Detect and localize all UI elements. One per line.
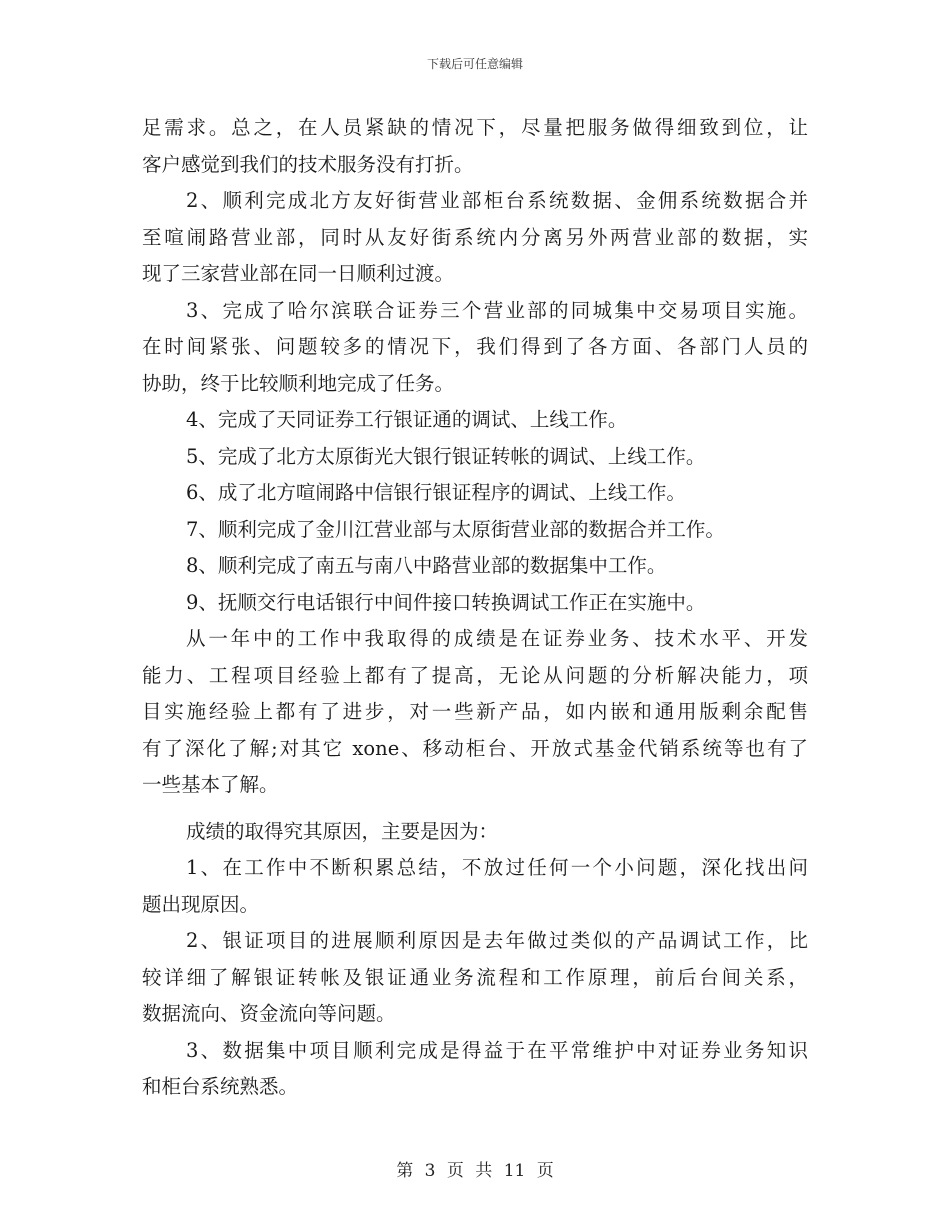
text-line: 协助，终于比较顺利地完成了任务。 bbox=[142, 371, 455, 395]
text-line: 1、在工作中不断积累总结，不放过任何一个小问题，深化找出问 bbox=[186, 856, 808, 879]
text-line: 目实施经验上都有了进步，对一些新产品，如内嵌和通用版剩余配售 bbox=[142, 700, 808, 723]
text-line: 有了深化了解;对其它 xone、移动柜台、开放式基金代销系统等也有了 bbox=[142, 736, 808, 760]
text-line: 2、银证项目的进展顺利原因是去年做过类似的产品调试工作，比 bbox=[186, 929, 808, 952]
text-line: 3、完成了哈尔滨联合证券三个营业部的同城集中交易项目实施。 bbox=[186, 298, 808, 322]
text-line: 题出现原因。 bbox=[142, 892, 260, 916]
text-line: 5、完成了北方太原街光大银行银证转帐的调试、上线工作。 bbox=[186, 444, 706, 468]
text-line: 在时间紧张、问题较多的情况下，我们得到了各方面、各部门人员的 bbox=[142, 335, 808, 358]
text-line: 2、顺利完成北方友好街营业部柜台系统数据、金佣系统数据合并 bbox=[186, 189, 808, 212]
text-line: 7、顺利完成了金川江营业部与太原街营业部的数据合并工作。 bbox=[186, 517, 725, 541]
text-line: 4、完成了天同证券工行银证通的调试、上线工作。 bbox=[186, 408, 628, 431]
text-line: 从一年中的工作中我取得的成绩是在证券业务、技术水平、开发 bbox=[186, 627, 808, 650]
text-line: 一些基本了解。 bbox=[142, 773, 279, 796]
text-line: 3、数据集中项目顺利完成是得益于在平常维护中对证券业务知识 bbox=[186, 1038, 808, 1062]
text-line: 能力、工程项目经验上都有了提高，无论从问题的分析解决能力，项 bbox=[142, 663, 808, 687]
page-header: 下载后可任意编辑 bbox=[426, 57, 523, 71]
text-line: 足需求。总之，在人员紧缺的情况下，尽量把服务做得细致到位，让 bbox=[142, 116, 808, 139]
text-line: 和柜台系统熟悉。 bbox=[142, 1075, 299, 1098]
text-line: 现了三家营业部在同一日顺利过渡。 bbox=[142, 262, 455, 285]
text-line: 成绩的取得究其原因，主要是因为： bbox=[186, 819, 499, 843]
text-line: 9、抚顺交行电话银行中间件接口转换调试工作正在实施中。 bbox=[186, 590, 706, 614]
document-body bbox=[142, 110, 808, 1106]
text-line: 8、顺利完成了南五与南八中路营业部的数据集中工作。 bbox=[186, 554, 667, 577]
text-line: 至喧闹路营业部，同时从友好街系统内分离另外两营业部的数据，实 bbox=[142, 225, 808, 249]
text-line: 客户感觉到我们的技术服务没有打折。 bbox=[142, 152, 474, 176]
text-line: 数据流向、资金流向等问题。 bbox=[142, 1002, 396, 1025]
blank-spacer bbox=[142, 804, 808, 814]
page-footer: 第 3 页 共 11 页 bbox=[396, 1161, 554, 1181]
text-line: 较详细了解银证转帐及银证通业务流程和工作原理，前后台间关系， bbox=[142, 965, 808, 989]
text-line: 6、成了北方喧闹路中信银行银证程序的调试、上线工作。 bbox=[186, 481, 686, 504]
